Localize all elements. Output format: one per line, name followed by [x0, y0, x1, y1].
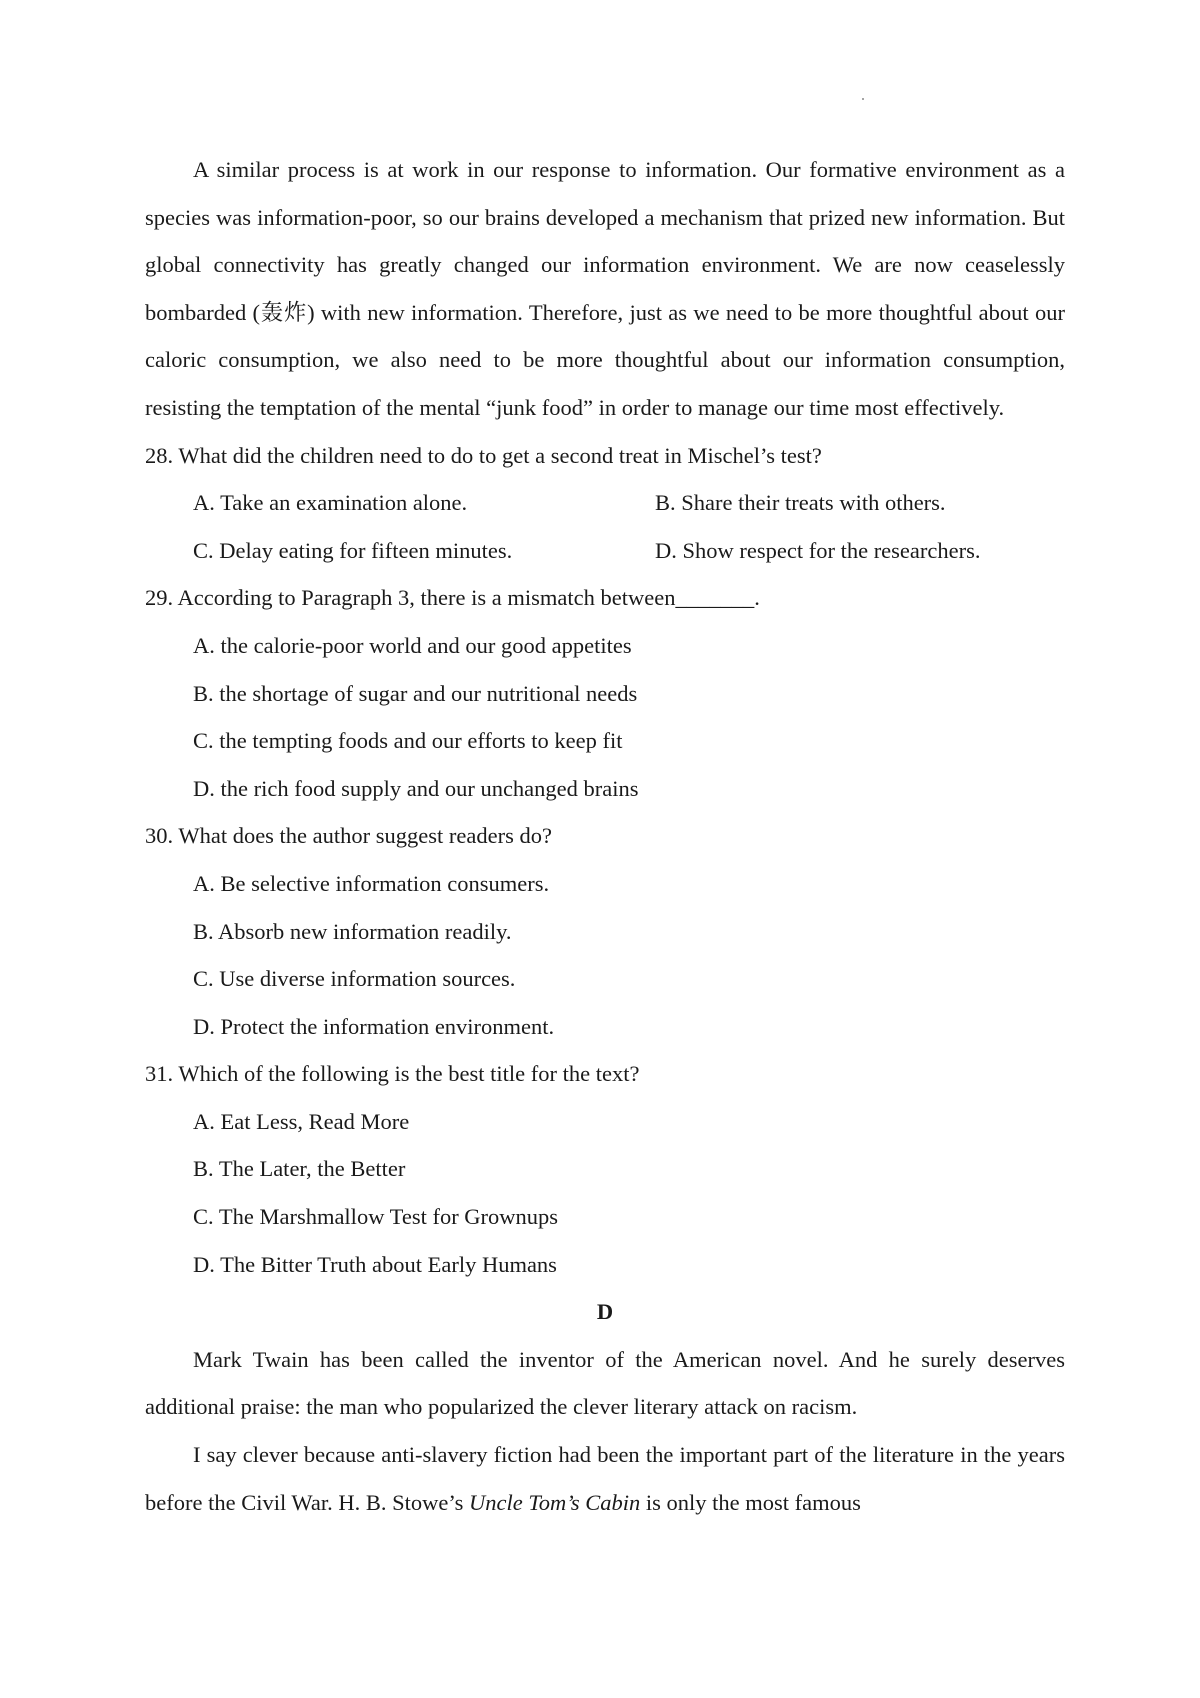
- option-d: D. Show respect for the researchers.: [655, 537, 981, 563]
- page-speck: [862, 98, 864, 100]
- question-stem: 29. According to Paragraph 3, there is a mismatch between_______.: [145, 585, 760, 611]
- option-b: B. Absorb new information readily.: [193, 918, 512, 944]
- page-content: [145, 146, 1065, 1526]
- option-c: C. Delay eating for fifteen minutes.: [193, 537, 513, 563]
- paragraph-text: I say clever because anti-slavery fiction had been the important part of the literature in the years before the Civil War. H. B. Stowe’s: [145, 1442, 1065, 1515]
- section-heading-d: D: [596, 1299, 614, 1325]
- option-b: B. Share their treats with others.: [655, 490, 946, 516]
- book-title: Uncle Tom’s Cabin: [469, 1489, 641, 1515]
- option-d: D. The Bitter Truth about Early Humans: [193, 1251, 557, 1277]
- option-c: C. Use diverse information sources.: [193, 966, 516, 992]
- question-31: [145, 1050, 1065, 1288]
- option-c: C. The Marshmallow Test for Grownups: [193, 1204, 559, 1230]
- option-b: B. the shortage of sugar and our nutritional needs: [193, 680, 638, 706]
- option-b: B. The Later, the Better: [193, 1156, 406, 1182]
- question-stem: 30. What does the author suggest readers do?: [145, 823, 552, 849]
- question-stem: 31. Which of the following is the best title for the text?: [145, 1061, 640, 1087]
- option-c: C. the tempting foods and our efforts to keep fit: [193, 728, 623, 754]
- section-d-paragraph-2: [145, 1431, 1065, 1526]
- option-a: A. Eat Less, Read More: [193, 1108, 410, 1134]
- passage-c-closing-paragraph: A similar process is at work in our response to information. Our formative environment as a species was information-poor, so our brains developed a mechanism that prized new information. But global connectivity has greatly changed our information environment. We are now ceaselessly bombarded (轰炸) with new information. Therefore, just as we need to be more thoughtful about our caloric consumption, we also need to be more thoughtful about our information consumption, resisting the temptation of the mental “junk food” in order to manage our time most effectively.: [145, 157, 1065, 420]
- option-d: D. the rich food supply and our unchanged brains: [193, 775, 639, 801]
- section-d-paragraph-1: Mark Twain has been called the inventor of the American novel. And he surely deserves additional praise: the man who popularized the clever literary attack on racism.: [145, 1346, 1065, 1420]
- option-d: D. Protect the information environment.: [193, 1013, 555, 1039]
- paragraph-text: is only the most famous: [640, 1489, 861, 1515]
- question-29: [145, 574, 1065, 812]
- option-a: A. Take an examination alone.: [193, 490, 468, 516]
- option-a: A. Be selective information consumers.: [193, 870, 550, 896]
- question-30: [145, 812, 1065, 1050]
- question-stem: 28. What did the children need to do to get a second treat in Mischel’s test?: [145, 442, 822, 468]
- question-28: [145, 432, 1065, 575]
- option-a: A. the calorie-poor world and our good appetites: [193, 632, 632, 658]
